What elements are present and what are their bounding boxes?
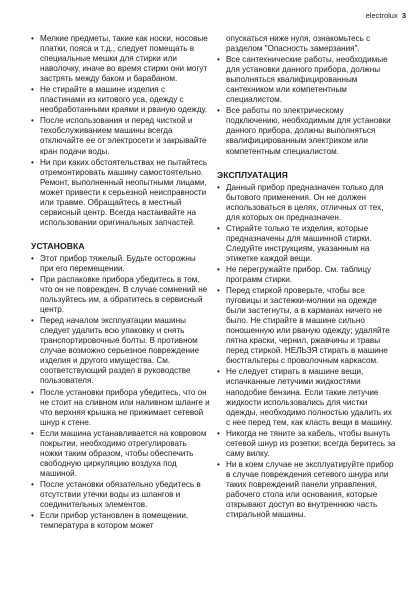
list-item: • После использования и перед чисткой и техобслуживанием машины всегда отключайте ее от электросети и закрывайте кран подачи воды. [31,116,207,156]
list-item: • После установки прибора убедитесь, что он не стоит на сливном или наливном шланге и что верхняя крышка не прижимает сетевой шнур к стене. [31,387,210,427]
list-item: • Не перегружайте прибор. См. таблицу программ стирки. [217,264,372,284]
list-item: • Не следует стирать в машине вещи, испачканные летучими жидкостями наподобие бензина. Если такие летучие жидкости использовались для чистки одежды, необходимо полностью удалить их с нее перед тем, как класть вещи в машину. [217,367,393,427]
list-item: • При распаковке прибора убедитесь в том, что он не поврежден. В случае сомнений не пользуйтесь им, а обратитесь в сервисный центр. [31,274,208,315]
list-item: • Никогда не тяните за кабель, чтобы вынуть сетевой шнур из розетки; всегда беритесь за саму вилку. [217,428,396,458]
installation-list-continued [217,55,397,156]
list-item: • Если прибор установлен в помещении, температура в котором может [31,511,189,531]
list-item: • Не стирайте в машине изделия с пластинами из китового уса, одежду с необработанными краями и рваную одежду. [31,85,208,115]
page-header [366,11,406,20]
page-number: 3 [401,11,406,20]
list-item: • Перед стиркой проверьте, чтобы все пуговицы и застежки-молнии на одежде были застегнуты, а в карманах ничего не было. Не стирайте в машине сильно поношенную или рваную одежду; удаляйте пятна краски, чернил, ржавчины и травы перед стиркой. НЕЛЬЗЯ стирать в машине бюстгальтеры с проволочным каркасом. [217,286,390,366]
list-item: • Если машина устанавливается на ковровом покрытии, необходимо отрегулировать ножки таким образом, чтобы обеспечить свободную циркуляцию воздуха под машиной. [31,428,207,478]
section-title-installation: УСТАНОВКА [31,240,85,251]
list-item: • Мелкие предметы, такие как носки, носовые платки, пояса и т.д., следует помещать в специальные мешки для стирки или наволочку, иначе во время стирки они могут застрять между баком и барабаном. [31,34,208,84]
list-item: • Ни в коем случае не эксплуатируйте прибор в случае повреждения сетевого шнура или таких повреждений панели управления, рабочего стола или основания, которые открывают доступ во внутреннюю часть стиральной машины. [217,459,394,520]
continued-text: опускаться ниже нуля, ознакомьтесь с разделом "Опасность замерзания". [226,34,371,54]
left-column [31,34,211,532]
list-item: • Данный прибор предназначен только для бытового применения. Он не должен использоваться в целях, отличных от тех, для которых он предназначен. [217,182,384,222]
safety-list [31,34,211,228]
list-item: • Все сантехнические работы, необходимые для установки данного прибора, должны выполняться квалифицированным сантехником или компетентным специалистом. [217,55,388,105]
list-item: • После установки обязательно убедитесь в отсутствии утечки воды из шлангов и соединительных элементов. [31,479,201,510]
list-item: • Ни при каких обстоятельствах не пытайтесь отремонтировать машину самостоятельно. Ремонт, выполненный неопытными лицами, может привести к серьезной неисправности или травме. Обращайтесь в местный сервисный центр. Всегда настаивайте на использовании оригинальных запчастей. [31,157,208,227]
list-item: • Перед началом эксплуатации машины следует удалить всю упаковку и снять транспортировочные болты. В противном случае возможно серьезное повреждение изделия и другого имущества. См. соответствующий раздел в руководстве пользователя. [31,316,200,386]
list-item: • Стирайте только те изделия, которые предназначены для машинной стирки. Следуйте инструкциям, указанным на этикетке каждой вещи. [217,223,372,263]
section-title-operation: ЭКСПЛУАТАЦИЯ [217,169,288,180]
list-item: • Все работы по электрическому подключению, необходимым для установки данного прибора, должны выполняться квалифицированным электриком или компетентным специалистом. [217,106,391,156]
brand-name: electrolux [365,11,398,20]
list-item: • Этот прибор тяжелый. Будьте осторожны при его перемещении. [31,253,196,273]
operation-list [217,183,397,521]
right-column [217,34,397,521]
installation-list [31,254,211,531]
